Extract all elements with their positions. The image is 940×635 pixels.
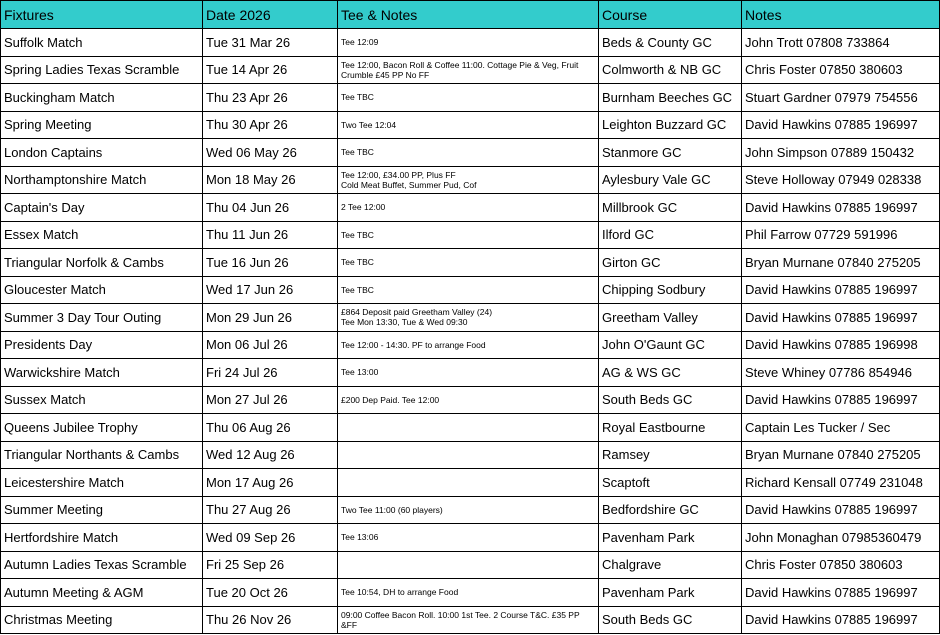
date-cell[interactable]: Wed 12 Aug 26 — [203, 441, 338, 469]
course-cell[interactable]: Pavenham Park — [599, 579, 742, 607]
notes-cell[interactable]: David Hawkins 07885 196997 — [742, 386, 940, 414]
tee-notes-cell[interactable]: Tee TBC — [338, 276, 599, 304]
table-row — [1, 249, 940, 277]
tee-notes-cell[interactable]: Tee 12:00, Bacon Roll & Coffee 11:00. Cottage Pie & Veg, Fruit Crumble £45 PP No FF — [338, 56, 599, 84]
notes-cell[interactable]: Steve Whiney 07786 854946 — [742, 359, 940, 387]
table-body — [1, 29, 940, 634]
notes-cell[interactable]: Bryan Murnane 07840 275205 — [742, 441, 940, 469]
fixture-cell[interactable]: Spring Meeting — [1, 111, 203, 139]
table-row — [1, 331, 940, 359]
table-row — [1, 359, 940, 387]
tee-notes-cell[interactable] — [338, 414, 599, 442]
tee-notes-cell[interactable] — [338, 469, 599, 497]
notes-cell[interactable]: John Monaghan 07985360479 — [742, 524, 940, 552]
course-cell[interactable]: Colmworth & NB GC — [599, 56, 742, 84]
course-cell[interactable]: Scaptoft — [599, 469, 742, 497]
fixture-cell[interactable]: Buckingham Match — [1, 84, 203, 112]
tee-notes-cell[interactable]: Tee TBC — [338, 249, 599, 277]
fixture-cell[interactable]: Christmas Meeting — [1, 606, 203, 634]
course-cell[interactable]: Leighton Buzzard GC — [599, 111, 742, 139]
date-cell[interactable]: Mon 29 Jun 26 — [203, 304, 338, 332]
tee-notes-cell[interactable]: Tee TBC — [338, 84, 599, 112]
notes-cell[interactable]: Captain Les Tucker / Sec — [742, 414, 940, 442]
tee-notes-cell[interactable]: Tee 10:54, DH to arrange Food — [338, 579, 599, 607]
notes-cell[interactable]: David Hawkins 07885 196997 — [742, 579, 940, 607]
notes-cell[interactable]: Stuart Gardner 07979 754556 — [742, 84, 940, 112]
header-date[interactable]: Date 2026 — [203, 1, 338, 29]
course-cell[interactable]: Burnham Beeches GC — [599, 84, 742, 112]
table-row — [1, 551, 940, 579]
table-row — [1, 414, 940, 442]
notes-cell[interactable]: David Hawkins 07885 196998 — [742, 331, 940, 359]
date-cell[interactable]: Wed 09 Sep 26 — [203, 524, 338, 552]
date-cell[interactable]: Wed 06 May 26 — [203, 139, 338, 167]
tee-notes-cell[interactable] — [338, 551, 599, 579]
date-cell[interactable]: Thu 04 Jun 26 — [203, 194, 338, 222]
fixture-cell[interactable]: Triangular Northants & Cambs — [1, 441, 203, 469]
notes-cell[interactable]: John Simpson 07889 150432 — [742, 139, 940, 167]
course-cell[interactable]: Aylesbury Vale GC — [599, 166, 742, 194]
fixture-cell[interactable]: Queens Jubilee Trophy — [1, 414, 203, 442]
course-cell[interactable]: Ilford GC — [599, 221, 742, 249]
tee-notes-cell[interactable]: Tee 12:00 - 14:30. PF to arrange Food — [338, 331, 599, 359]
notes-cell[interactable]: Phil Farrow 07729 591996 — [742, 221, 940, 249]
table-header — [1, 1, 940, 29]
date-cell[interactable]: Thu 27 Aug 26 — [203, 496, 338, 524]
course-cell[interactable]: Chipping Sodbury — [599, 276, 742, 304]
notes-cell[interactable]: Chris Foster 07850 380603 — [742, 56, 940, 84]
tee-notes-cell[interactable]: Tee TBC — [338, 221, 599, 249]
table-row — [1, 441, 940, 469]
notes-cell[interactable]: Richard Kensall 07749 231048 — [742, 469, 940, 497]
header-row — [1, 1, 940, 29]
fixture-cell[interactable]: Presidents Day — [1, 331, 203, 359]
table-row — [1, 606, 940, 634]
fixture-cell[interactable]: Autumn Ladies Texas Scramble — [1, 551, 203, 579]
date-cell[interactable]: Thu 26 Nov 26 — [203, 606, 338, 634]
fixture-cell[interactable]: Hertfordshire Match — [1, 524, 203, 552]
table-row — [1, 524, 940, 552]
course-cell[interactable]: South Beds GC — [599, 606, 742, 634]
course-cell[interactable]: Pavenham Park — [599, 524, 742, 552]
fixture-cell[interactable]: Suffolk Match — [1, 29, 203, 57]
fixture-cell[interactable]: Summer Meeting — [1, 496, 203, 524]
course-cell[interactable]: John O'Gaunt GC — [599, 331, 742, 359]
table-row — [1, 84, 940, 112]
notes-cell[interactable]: Bryan Murnane 07840 275205 — [742, 249, 940, 277]
tee-notes-cell[interactable]: Two Tee 12:04 — [338, 111, 599, 139]
course-cell[interactable]: South Beds GC — [599, 386, 742, 414]
fixture-cell[interactable]: Sussex Match — [1, 386, 203, 414]
fixture-cell[interactable]: London Captains — [1, 139, 203, 167]
header-course[interactable]: Course — [599, 1, 742, 29]
date-cell[interactable]: Tue 31 Mar 26 — [203, 29, 338, 57]
notes-cell[interactable]: David Hawkins 07885 196997 — [742, 496, 940, 524]
notes-cell[interactable]: John Trott 07808 733864 — [742, 29, 940, 57]
tee-notes-cell[interactable]: 09:00 Coffee Bacon Roll. 10:00 1st Tee. 2 Course T&C. £35 PP &FF — [338, 606, 599, 634]
notes-cell[interactable]: Steve Holloway 07949 028338 — [742, 166, 940, 194]
header-tee-notes[interactable]: Tee & Notes — [338, 1, 599, 29]
fixture-cell[interactable]: Captain's Day — [1, 194, 203, 222]
fixture-cell[interactable]: Gloucester Match — [1, 276, 203, 304]
tee-notes-cell[interactable]: Two Tee 11:00 (60 players) — [338, 496, 599, 524]
table-row — [1, 139, 940, 167]
notes-cell[interactable]: David Hawkins 07885 196997 — [742, 276, 940, 304]
date-cell[interactable]: Thu 30 Apr 26 — [203, 111, 338, 139]
fixture-cell[interactable]: Triangular Norfolk & Cambs — [1, 249, 203, 277]
table-row — [1, 29, 940, 57]
date-cell[interactable]: Thu 11 Jun 26 — [203, 221, 338, 249]
course-cell[interactable]: Girton GC — [599, 249, 742, 277]
tee-notes-cell[interactable]: £200 Dep Paid. Tee 12:00 — [338, 386, 599, 414]
fixture-cell[interactable]: Northamptonshire Match — [1, 166, 203, 194]
course-cell[interactable]: Greetham Valley — [599, 304, 742, 332]
date-cell[interactable]: Fri 25 Sep 26 — [203, 551, 338, 579]
course-cell[interactable]: Stanmore GC — [599, 139, 742, 167]
course-cell[interactable]: Bedfordshire GC — [599, 496, 742, 524]
notes-cell[interactable]: David Hawkins 07885 196997 — [742, 606, 940, 634]
header-fixtures[interactable]: Fixtures — [1, 1, 203, 29]
fixture-cell[interactable]: Spring Ladies Texas Scramble — [1, 56, 203, 84]
date-cell[interactable]: Tue 16 Jun 26 — [203, 249, 338, 277]
table-row — [1, 579, 940, 607]
notes-cell[interactable]: Chris Foster 07850 380603 — [742, 551, 940, 579]
table-row — [1, 386, 940, 414]
course-cell[interactable]: Chalgrave — [599, 551, 742, 579]
fixture-cell[interactable]: Essex Match — [1, 221, 203, 249]
fixture-cell[interactable]: Warwickshire Match — [1, 359, 203, 387]
date-cell[interactable]: Wed 17 Jun 26 — [203, 276, 338, 304]
date-cell[interactable]: Tue 20 Oct 26 — [203, 579, 338, 607]
tee-notes-cell[interactable] — [338, 441, 599, 469]
tee-notes-cell[interactable]: 2 Tee 12:00 — [338, 194, 599, 222]
course-cell[interactable]: Ramsey — [599, 441, 742, 469]
tee-notes-cell[interactable]: Tee TBC — [338, 139, 599, 167]
header-notes[interactable]: Notes — [742, 1, 940, 29]
date-cell[interactable]: Tue 14 Apr 26 — [203, 56, 338, 84]
date-cell[interactable]: Fri 24 Jul 26 — [203, 359, 338, 387]
table-row — [1, 304, 940, 332]
tee-notes-cell[interactable]: Tee 13:00 — [338, 359, 599, 387]
table-row — [1, 194, 940, 222]
course-cell[interactable]: Millbrook GC — [599, 194, 742, 222]
date-cell[interactable]: Thu 23 Apr 26 — [203, 84, 338, 112]
fixture-cell[interactable]: Leicestershire Match — [1, 469, 203, 497]
date-cell[interactable]: Mon 18 May 26 — [203, 166, 338, 194]
table-row — [1, 276, 940, 304]
fixture-cell[interactable]: Autumn Meeting & AGM — [1, 579, 203, 607]
table-row — [1, 221, 940, 249]
table-row — [1, 166, 940, 194]
tee-notes-cell[interactable]: Tee 12:09 — [338, 29, 599, 57]
tee-notes-cell[interactable]: Tee 12:00, £34.00 PP, Plus FF Cold Meat Buffet, Summer Pud, Cof — [338, 166, 599, 194]
notes-cell[interactable]: David Hawkins 07885 196997 — [742, 304, 940, 332]
table-row — [1, 56, 940, 84]
fixture-cell[interactable]: Summer 3 Day Tour Outing — [1, 304, 203, 332]
course-cell[interactable]: AG & WS GC — [599, 359, 742, 387]
date-cell[interactable]: Mon 27 Jul 26 — [203, 386, 338, 414]
course-cell[interactable]: Beds & County GC — [599, 29, 742, 57]
notes-cell[interactable]: David Hawkins 07885 196997 — [742, 194, 940, 222]
date-cell[interactable]: Mon 17 Aug 26 — [203, 469, 338, 497]
date-cell[interactable]: Thu 06 Aug 26 — [203, 414, 338, 442]
table-row — [1, 111, 940, 139]
notes-cell[interactable]: David Hawkins 07885 196997 — [742, 111, 940, 139]
course-cell[interactable]: Royal Eastbourne — [599, 414, 742, 442]
tee-notes-cell[interactable]: £864 Deposit paid Greetham Valley (24) Tee Mon 13:30, Tue & Wed 09:30 — [338, 304, 599, 332]
date-cell[interactable]: Mon 06 Jul 26 — [203, 331, 338, 359]
table-row — [1, 496, 940, 524]
table-row — [1, 469, 940, 497]
tee-notes-cell[interactable]: Tee 13:06 — [338, 524, 599, 552]
